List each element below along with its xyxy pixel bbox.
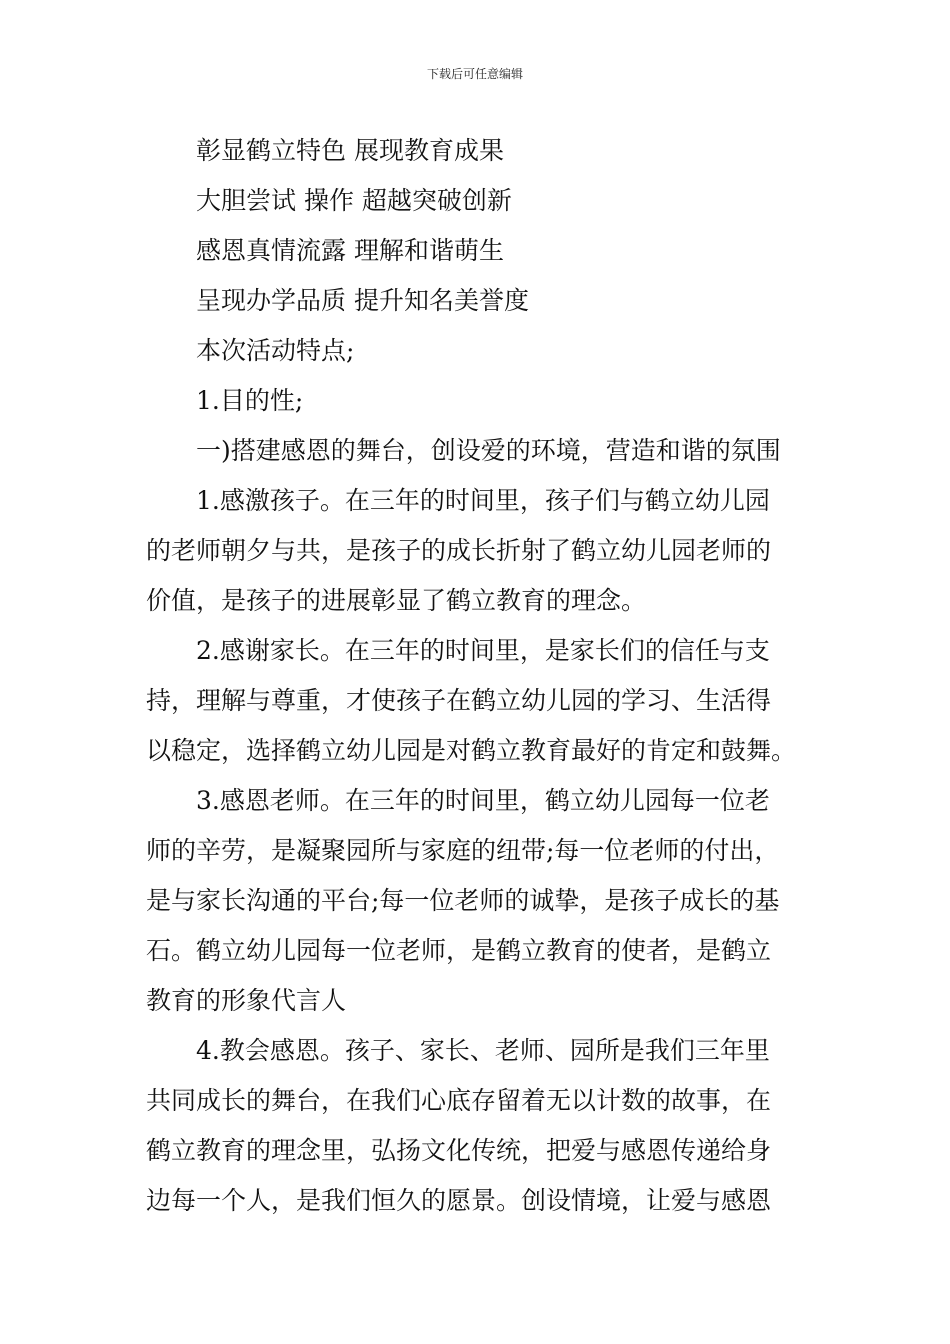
text-line: 价值，是孩子的进展彰显了鹤立教育的理念。 — [146, 586, 647, 615]
text-line: 3.感恩老师。在三年的时间里，鹤立幼儿园每一位老 — [196, 786, 770, 815]
text-line: 一)搭建感恩的舞台，创设爱的环境，营造和谐的氛围 — [196, 436, 781, 465]
text-line: 鹤立教育的理念里，弘扬文化传统，把爱与感恩传递给身 — [146, 1136, 772, 1165]
page-header: 下载后可任意编辑 — [426, 67, 523, 81]
text-line: 以稳定，选择鹤立幼儿园是对鹤立教育最好的肯定和鼓舞。 — [146, 736, 797, 765]
paragraph — [146, 1026, 814, 1226]
document-body — [146, 126, 814, 1226]
text-line: 的老师朝夕与共，是孩子的成长折射了鹤立幼儿园老师的 — [146, 536, 772, 565]
text-line: 感恩真情流露 理解和谐萌生 — [196, 236, 504, 265]
text-line: 是与家长沟通的平台;每一位老师的诚挚，是孩子成长的基 — [146, 886, 780, 915]
text-line: 2.感谢家长。在三年的时间里，是家长们的信任与支 — [196, 636, 770, 665]
paragraph — [146, 776, 814, 1026]
text-line: 大胆尝试 操作 超越突破创新 — [196, 186, 512, 215]
text-line: 石。鹤立幼儿园每一位老师，是鹤立教育的使者，是鹤立 — [146, 936, 772, 965]
text-line: 共同成长的舞台，在我们心底存留着无以计数的故事，在 — [146, 1086, 772, 1115]
paragraph — [146, 626, 814, 776]
text-line: 本次活动特点; — [196, 336, 355, 365]
text-line: 4.教会感恩。孩子、家长、老师、园所是我们三年里 — [196, 1036, 770, 1065]
text-line: 师的辛劳，是凝聚园所与家庭的纽带;每一位老师的付出， — [146, 836, 780, 865]
text-line: 1.感激孩子。在三年的时间里，孩子们与鹤立幼儿园 — [196, 486, 770, 515]
text-line: 边每一个人，是我们恒久的愿景。创设情境，让爱与感恩 — [146, 1186, 772, 1215]
text-line: 持，理解与尊重，才使孩子在鹤立幼儿园的学习、生活得 — [146, 686, 772, 715]
text-line: 1.目的性; — [196, 386, 304, 415]
text-line: 彰显鹤立特色 展现教育成果 — [196, 136, 504, 165]
paragraph — [146, 476, 814, 626]
text-line: 教育的形象代言人 — [146, 986, 347, 1015]
text-line: 呈现办学品质 提升知名美誉度 — [196, 286, 529, 315]
